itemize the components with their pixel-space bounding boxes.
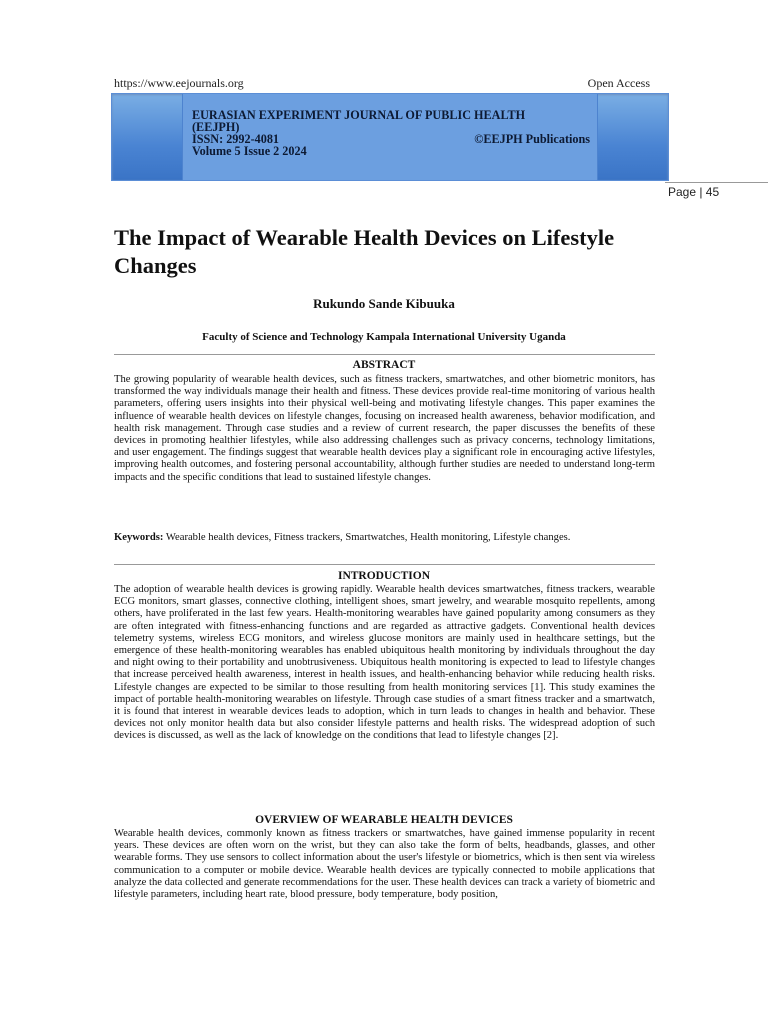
article-title: The Impact of Wearable Health Devices on Lifestyle Changes — [114, 225, 615, 278]
abstract-text: The growing popularity of wearable health devices, such as fitness trackers, smartwatches, and other biometric monitors, has transformed the way individuals manage their health and fitness. These devices provide real-time monitoring of various health parameters, offering users insights into their physical well-being and motivating lifestyle changes. This paper examines the influence of wearable health devices on lifestyle changes, focusing on increased health awareness, behavior modification, and health risk management. Through case studies and a review of current research, the paper discusses the benefits of these devices in promoting healthier lifestyles, while also addressing challenges such as privacy concerns, technology limitations, and user engagement. The findings suggest that wearable health devices play a significant role in encouraging active lifestyles, improving health outcomes, and fostering personal accountability, although further studies are needed to understand long-term impacts and the specific conditions that lead to sustained lifestyle changes. — [114, 374, 655, 483]
overview-text: Wearable health devices, commonly known as fitness trackers or smartwatches, have gained immense popularity in recent years. These devices are often worn on the wrist, but they can also take the form of belts, headbands, glasses, and other wearable forms. They use sensors to collect information about the user's lifestyle or biometrics, which is then sent via wireless communication to a computer or mobile device. Wearable health devices are typically connected to mobile applications that analyze the data collected and generate recommendations for the user. These health devices can track a variety of biometric and lifestyle parameters, including heart rate, blood pressure, body temperature, body position, — [114, 828, 655, 901]
page-number: Page | 45 — [668, 185, 720, 199]
journal-banner — [112, 94, 668, 180]
overview-heading: OVERVIEW OF WEARABLE HEALTH DEVICES — [255, 814, 513, 826]
volume-issue: Volume 5 Issue 2 2024 — [192, 144, 307, 158]
keywords — [114, 532, 655, 544]
keywords-list: Wearable health devices, Fitness trackers, Smartwatches, Health monitoring, Lifestyle changes. — [163, 532, 571, 543]
journal-info — [192, 109, 590, 157]
abstract-rule-bottom — [114, 564, 655, 565]
open-access-label: Open Access — [587, 76, 650, 90]
introduction-text: The adoption of wearable health devices is growing rapidly. Wearable health devices smartwatches, fitness trackers, wearable ECG monitors, smart glasses, connective clothing, intelligent shoes, smart jewelry, and wearable mosquito repellents, among others, have proliferated in the last few years. Health-monitoring wearables have gained popularity among consumers as they are often integrated with fitness-enhancing functions and are regarded as attractive gadgets. Conventional health devices telemetry systems, wireless ECG monitors, and wireless glucose monitors are mainly used in healthcare settings, but the emergence of these health-monitoring wearables has enabled ubiquitous health monitoring by individuals throughout the day and night owing to their portability and unobtrusiveness. Ubiquitous health monitoring is expected to lead to lifestyle changes that increase perceived health awareness, interest in health issues, and health-enhancing behavior while reducing health risks. Lifestyle changes are expected to be similar to those resulting from health monitoring services [1]. This study examines the impact of portable health-monitoring wearables on lifestyle. Through case studies of a smart fitness tracker and a smartwatch, it is found that interest in wearable devices leads to adoption, which in turn leads to changes in health and behavior. These devices not only monitor health data but also consider lifestyle patterns and health risks. The widespread adoption of such devices is discussed, as well as the lack of knowledge on the conditions that lead to lifestyle changes [2]. — [114, 584, 655, 742]
journal-url[interactable]: https://www.eejournals.org — [114, 76, 244, 90]
author-name: Rukundo Sande Kibuuka — [313, 296, 455, 311]
issn: ISSN: 2992-4081 — [192, 132, 280, 146]
page-rule — [665, 182, 768, 183]
journal-abbrev: (EEJPH) — [192, 120, 240, 134]
publisher: ©EEJPH Publications — [474, 132, 590, 146]
abstract-rule-top — [114, 354, 655, 355]
journal-name: EURASIAN EXPERIMENT JOURNAL OF PUBLIC HEALTH — [192, 108, 526, 122]
keywords-label: Keywords: — [114, 532, 164, 543]
introduction-heading: INTRODUCTION — [337, 570, 430, 582]
running-header — [114, 76, 650, 92]
abstract-heading: ABSTRACT — [352, 359, 416, 371]
author-affiliation: Faculty of Science and Technology Kampala International University Uganda — [202, 331, 566, 343]
